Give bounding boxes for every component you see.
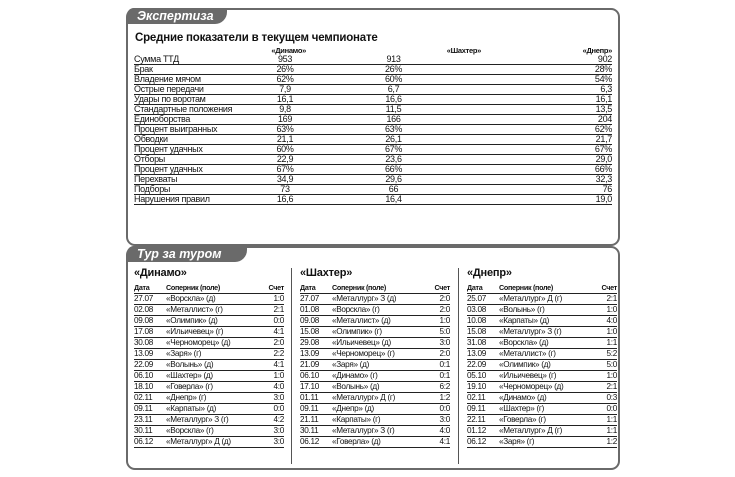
score-header: Счет [426, 283, 450, 294]
stats-body [134, 55, 612, 205]
stat-label: Отборы [134, 155, 264, 165]
match-opponent: «Карпаты» (г) [332, 415, 426, 426]
match-opponent: «Динамо» (г) [332, 371, 426, 382]
matches-table [300, 283, 450, 448]
match-opponent: «Волынь» (г) [499, 305, 593, 316]
match-opponent: «Металлист» (г) [499, 349, 593, 360]
stat-value-shakhtar: 60% [306, 75, 481, 85]
matches-header-row [134, 283, 284, 294]
stats-row [134, 75, 612, 85]
team-name: «Динамо» [134, 267, 187, 279]
match-score: 1:0 [260, 294, 284, 305]
match-opponent: «Металлург» З (г) [166, 415, 260, 426]
match-opponent: «Металлург» Д (г) [499, 294, 593, 305]
match-date: 21.09 [300, 360, 332, 371]
match-score: 1:0 [593, 305, 617, 316]
match-date: 01.11 [300, 393, 332, 404]
stat-value-dnipro: 13,5 [481, 105, 612, 115]
score-header: Счет [260, 283, 284, 294]
match-row [300, 393, 450, 404]
match-score: 2:0 [260, 338, 284, 349]
stat-label: Острые передачи [134, 85, 264, 95]
match-score: 3:0 [260, 426, 284, 437]
match-row [467, 371, 617, 382]
match-score: 1:2 [426, 393, 450, 404]
stat-value-shakhtar: 11,5 [306, 105, 481, 115]
match-row [467, 327, 617, 338]
match-row [134, 316, 284, 327]
match-date: 29.08 [300, 338, 332, 349]
match-score: 0:1 [426, 371, 450, 382]
match-score: 4:2 [260, 415, 284, 426]
match-opponent: «Черноморец» (д) [499, 382, 593, 393]
team-column [467, 266, 617, 448]
stats-row [134, 125, 612, 135]
match-score: 1:0 [593, 327, 617, 338]
expertise-panel [126, 8, 620, 246]
match-score: 1:0 [593, 371, 617, 382]
team-header-shakhtar: «Шахтер» [446, 46, 481, 55]
stat-value-shakhtar: 23,6 [306, 155, 481, 165]
match-score: 0:0 [260, 404, 284, 415]
match-date: 22.09 [467, 360, 499, 371]
match-row [300, 415, 450, 426]
match-opponent: «Металлург» Д (д) [166, 437, 260, 448]
stat-value-shakhtar: 913 [306, 55, 481, 65]
score-header: Счет [593, 283, 617, 294]
match-row [467, 360, 617, 371]
stat-label: Подборы [134, 185, 264, 195]
stats-row [134, 155, 612, 165]
stats-row [134, 195, 612, 205]
expertise-header: Экспертиза [127, 8, 227, 24]
match-row [134, 404, 284, 415]
stat-value-dnipro: 54% [481, 75, 612, 85]
match-date: 22.11 [467, 415, 499, 426]
match-opponent: «Волынь» (д) [332, 382, 426, 393]
match-row [134, 426, 284, 437]
match-opponent: «Олимпик» (д) [499, 360, 593, 371]
match-row [300, 382, 450, 393]
match-opponent: «Ильичевец» (г) [166, 327, 260, 338]
stat-value-dynamo: 16,1 [264, 95, 306, 105]
match-date: 13.09 [134, 349, 166, 360]
team-column [134, 266, 284, 448]
match-score: 5:0 [426, 327, 450, 338]
match-date: 27.07 [134, 294, 166, 305]
match-date: 30.11 [300, 426, 332, 437]
match-date: 09.08 [134, 316, 166, 327]
opponent-header: Соперник (поле) [332, 283, 426, 294]
team-header-dnipro: «Днепр» [582, 46, 612, 55]
match-opponent: «Ворскла» (г) [332, 305, 426, 316]
match-date: 01.12 [467, 426, 499, 437]
match-row [300, 404, 450, 415]
stat-value-shakhtar: 26,1 [306, 135, 481, 145]
match-score: 0:0 [593, 404, 617, 415]
team-name: «Днепр» [467, 267, 512, 279]
match-row [300, 437, 450, 448]
stat-value-dynamo: 953 [264, 55, 306, 65]
match-row [300, 338, 450, 349]
stats-row [134, 65, 612, 75]
match-date: 23.11 [134, 415, 166, 426]
match-date: 27.07 [300, 294, 332, 305]
match-row [467, 437, 617, 448]
match-date: 02.08 [134, 305, 166, 316]
match-date: 19.10 [467, 382, 499, 393]
stat-value-dynamo: 63% [264, 125, 306, 135]
stat-value-dnipro: 29,0 [481, 155, 612, 165]
match-opponent: «Металлург» З (г) [499, 327, 593, 338]
stat-value-shakhtar: 63% [306, 125, 481, 135]
match-opponent: «Ворскла» (д) [499, 338, 593, 349]
stat-label: Удары по воротам [134, 95, 264, 105]
match-date: 06.10 [134, 371, 166, 382]
stat-label: Брак [134, 65, 264, 75]
match-opponent: «Ворскла» (г) [166, 426, 260, 437]
match-score: 4:0 [260, 382, 284, 393]
match-date: 06.12 [300, 437, 332, 448]
stat-value-shakhtar: 6,7 [306, 85, 481, 95]
stat-value-dnipro: 62% [481, 125, 612, 135]
stat-value-dnipro: 76 [481, 185, 612, 195]
team-name: «Шахтер» [300, 267, 353, 279]
match-date: 10.08 [467, 316, 499, 327]
stat-label: Владение мячом [134, 75, 264, 85]
tour-panel [126, 246, 620, 470]
match-date: 30.08 [134, 338, 166, 349]
match-row [467, 393, 617, 404]
match-opponent: «Заря» (г) [499, 437, 593, 448]
stats-row [134, 95, 612, 105]
match-date: 06.12 [134, 437, 166, 448]
match-score: 3:0 [426, 415, 450, 426]
matches-table [467, 283, 617, 448]
match-date: 13.09 [467, 349, 499, 360]
match-score: 3:0 [260, 393, 284, 404]
match-date: 31.08 [467, 338, 499, 349]
stat-value-dynamo: 60% [264, 145, 306, 155]
date-header: Дата [300, 283, 332, 294]
column-divider [458, 268, 459, 464]
date-header: Дата [467, 283, 499, 294]
match-row [134, 393, 284, 404]
match-date: 02.11 [134, 393, 166, 404]
match-opponent: «Металлист» (д) [332, 316, 426, 327]
match-date: 15.08 [467, 327, 499, 338]
expertise-title: Средние показатели в текущем чемпионате [135, 32, 378, 44]
match-score: 1:1 [593, 415, 617, 426]
match-date: 13.09 [300, 349, 332, 360]
match-opponent: «Ильичевец» (г) [499, 371, 593, 382]
match-opponent: «Днепр» (г) [166, 393, 260, 404]
match-row [467, 305, 617, 316]
match-row [467, 404, 617, 415]
stat-value-shakhtar: 67% [306, 145, 481, 155]
stats-row [134, 55, 612, 65]
match-row [134, 437, 284, 448]
match-row [134, 327, 284, 338]
stat-value-dnipro: 204 [481, 115, 612, 125]
match-date: 09.11 [300, 404, 332, 415]
match-row [134, 415, 284, 426]
match-opponent: «Динамо» (д) [499, 393, 593, 404]
match-score: 4:0 [426, 426, 450, 437]
match-score: 0:1 [426, 360, 450, 371]
stat-value-dynamo: 73 [264, 185, 306, 195]
match-opponent: «Карпаты» (д) [499, 316, 593, 327]
match-score: 0:0 [426, 404, 450, 415]
match-score: 6:2 [426, 382, 450, 393]
match-row [467, 426, 617, 437]
match-opponent: «Олимпик» (г) [332, 327, 426, 338]
stat-value-shakhtar: 166 [306, 115, 481, 125]
match-row [134, 294, 284, 305]
match-date: 05.10 [467, 371, 499, 382]
stat-value-dnipro: 21,7 [481, 135, 612, 145]
stats-row [134, 185, 612, 195]
match-row [300, 305, 450, 316]
match-date: 01.08 [300, 305, 332, 316]
match-row [300, 371, 450, 382]
match-score: 4:1 [260, 360, 284, 371]
stat-value-dnipro: 28% [481, 65, 612, 75]
stat-value-dynamo: 7,9 [264, 85, 306, 95]
stat-value-dnipro: 67% [481, 145, 612, 155]
match-date: 09.08 [300, 316, 332, 327]
match-opponent: «Заря» (д) [332, 360, 426, 371]
match-date: 02.11 [467, 393, 499, 404]
match-row [300, 316, 450, 327]
stat-value-dynamo: 9,8 [264, 105, 306, 115]
match-score: 0:0 [260, 316, 284, 327]
match-date: 15.08 [300, 327, 332, 338]
match-row [134, 371, 284, 382]
match-date: 21.11 [300, 415, 332, 426]
opponent-header: Соперник (поле) [166, 283, 260, 294]
stat-value-dynamo: 22,9 [264, 155, 306, 165]
stats-header-row [134, 46, 612, 55]
stat-value-shakhtar: 16,6 [306, 95, 481, 105]
tour-header: Тур за туром [127, 246, 247, 262]
match-date: 22.09 [134, 360, 166, 371]
match-score: 2:0 [426, 349, 450, 360]
stat-label: Процент удачных [134, 145, 264, 155]
stat-label: Стандартные положения [134, 105, 264, 115]
match-row [134, 338, 284, 349]
stat-value-dynamo: 26% [264, 65, 306, 75]
match-opponent: «Черноморец» (г) [332, 349, 426, 360]
match-score: 2:1 [593, 294, 617, 305]
match-opponent: «Металлург» З (д) [332, 294, 426, 305]
stat-label: Процент удачных [134, 165, 264, 175]
match-date: 03.08 [467, 305, 499, 316]
match-score: 1:2 [593, 437, 617, 448]
match-row [467, 294, 617, 305]
stat-label: Процент выигранных [134, 125, 264, 135]
match-date: 06.10 [300, 371, 332, 382]
stat-value-dynamo: 67% [264, 165, 306, 175]
stat-value-dnipro: 66% [481, 165, 612, 175]
match-score: 2:0 [426, 294, 450, 305]
match-opponent: «Шахтер» (д) [166, 371, 260, 382]
match-score: 0:3 [593, 393, 617, 404]
match-score: 1:0 [260, 371, 284, 382]
match-date: 06.12 [467, 437, 499, 448]
match-row [300, 294, 450, 305]
date-header: Дата [134, 283, 166, 294]
match-date: 09.11 [134, 404, 166, 415]
match-date: 17.10 [300, 382, 332, 393]
match-opponent: «Днепр» (д) [332, 404, 426, 415]
match-row [134, 360, 284, 371]
opponent-header: Соперник (поле) [499, 283, 593, 294]
match-opponent: «Заря» (г) [166, 349, 260, 360]
match-score: 2:0 [426, 305, 450, 316]
match-opponent: «Металлург» Д (г) [499, 426, 593, 437]
stats-row [134, 135, 612, 145]
match-row [300, 349, 450, 360]
stat-value-shakhtar: 29,6 [306, 175, 481, 185]
match-score: 2:1 [260, 305, 284, 316]
stat-value-dynamo: 16,6 [264, 195, 306, 205]
match-opponent: «Говерла» (г) [166, 382, 260, 393]
stat-label: Обводки [134, 135, 264, 145]
match-opponent: «Ворскла» (д) [166, 294, 260, 305]
match-score: 1:1 [593, 426, 617, 437]
match-score: 4:1 [260, 327, 284, 338]
match-score: 5:2 [593, 349, 617, 360]
match-row [467, 382, 617, 393]
match-opponent: «Металлург» Д (г) [332, 393, 426, 404]
stat-value-shakhtar: 26% [306, 65, 481, 75]
stat-value-dynamo: 169 [264, 115, 306, 125]
match-score: 2:2 [260, 349, 284, 360]
stats-row [134, 175, 612, 185]
match-opponent: «Говерла» (г) [499, 415, 593, 426]
match-score: 1:0 [426, 316, 450, 327]
match-opponent: «Металлург» З (г) [332, 426, 426, 437]
stat-value-dnipro: 32,3 [481, 175, 612, 185]
match-date: 25.07 [467, 294, 499, 305]
stat-value-dynamo: 21,1 [264, 135, 306, 145]
match-date: 17.08 [134, 327, 166, 338]
match-opponent: «Черноморец» (д) [166, 338, 260, 349]
match-score: 4:0 [593, 316, 617, 327]
match-score: 5:0 [593, 360, 617, 371]
match-row [467, 349, 617, 360]
match-row [467, 338, 617, 349]
match-score: 3:0 [260, 437, 284, 448]
match-row [300, 327, 450, 338]
stat-value-dnipro: 6,3 [481, 85, 612, 95]
match-row [134, 382, 284, 393]
match-score: 4:1 [426, 437, 450, 448]
match-score: 2:1 [593, 382, 617, 393]
stat-value-dnipro: 16,1 [481, 95, 612, 105]
stat-label: Нарушения правил [134, 195, 264, 205]
stat-value-shakhtar: 16,4 [306, 195, 481, 205]
stat-value-shakhtar: 66% [306, 165, 481, 175]
stat-value-dynamo: 34,9 [264, 175, 306, 185]
stat-value-dnipro: 19,0 [481, 195, 612, 205]
match-row [467, 316, 617, 327]
match-opponent: «Олимпик» (д) [166, 316, 260, 327]
stats-table [134, 46, 612, 205]
stat-label: Перехваты [134, 175, 264, 185]
match-opponent: «Карпаты» (д) [166, 404, 260, 415]
stat-value-shakhtar: 66 [306, 185, 481, 195]
matches-header-row [467, 283, 617, 294]
stats-row [134, 85, 612, 95]
match-row [467, 415, 617, 426]
stat-value-dynamo: 62% [264, 75, 306, 85]
match-row [300, 426, 450, 437]
match-opponent: «Металлист» (г) [166, 305, 260, 316]
team-header-dynamo: «Динамо» [271, 46, 306, 55]
stat-label: Единоборства [134, 115, 264, 125]
match-score: 1:1 [593, 338, 617, 349]
matches-table [134, 283, 284, 448]
match-row [134, 349, 284, 360]
stat-label: Сумма ТТД [134, 55, 264, 65]
column-divider [291, 268, 292, 464]
team-column [300, 266, 450, 448]
match-opponent: «Говерла» (д) [332, 437, 426, 448]
stats-row [134, 165, 612, 175]
match-date: 09.11 [467, 404, 499, 415]
match-date: 30.11 [134, 426, 166, 437]
match-row [134, 305, 284, 316]
match-row [300, 360, 450, 371]
match-score: 3:0 [426, 338, 450, 349]
match-opponent: «Ильичевец» (д) [332, 338, 426, 349]
match-opponent: «Волынь» (д) [166, 360, 260, 371]
matches-header-row [300, 283, 450, 294]
stat-value-dnipro: 902 [481, 55, 612, 65]
stats-row [134, 145, 612, 155]
match-date: 18.10 [134, 382, 166, 393]
match-opponent: «Шахтер» (г) [499, 404, 593, 415]
stats-row [134, 105, 612, 115]
stats-row [134, 115, 612, 125]
